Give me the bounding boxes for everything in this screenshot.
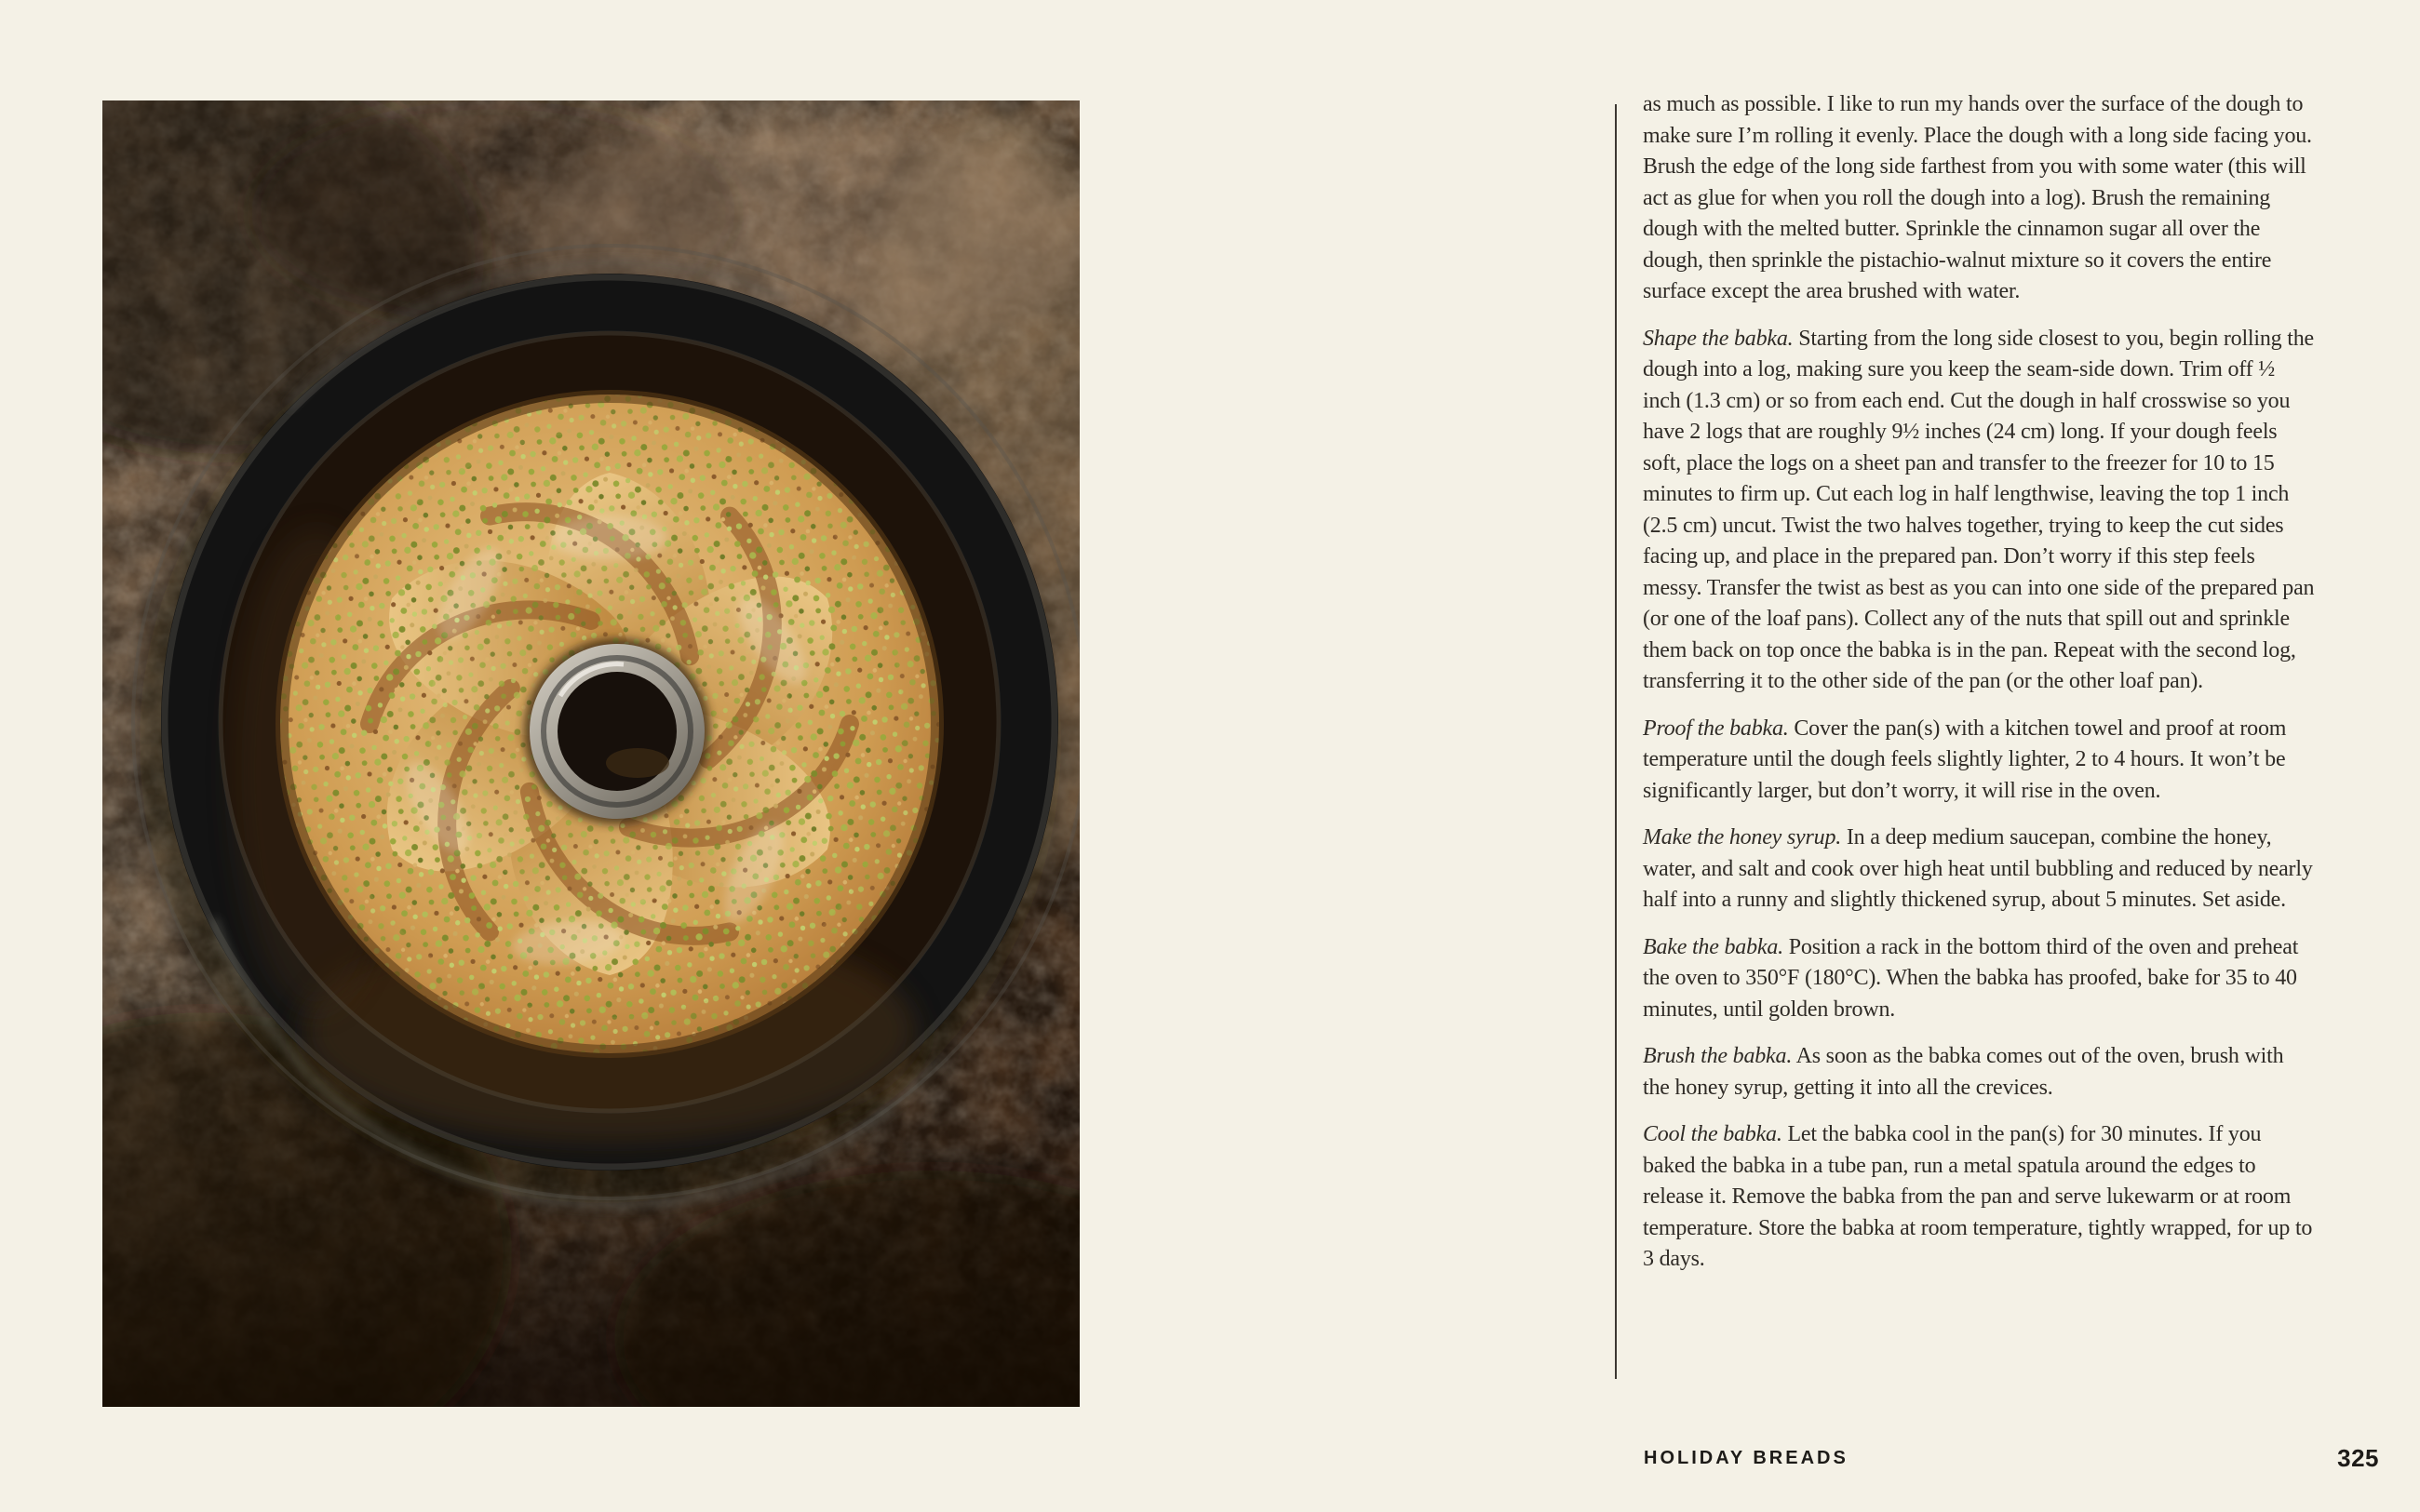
paragraph-lead: Bake the babka. bbox=[1643, 934, 1783, 959]
footer-section-title: HOLIDAY BREADS bbox=[1644, 1448, 1849, 1468]
recipe-paragraph bbox=[1643, 823, 2315, 917]
paragraph-lead: Shape the babka. bbox=[1643, 326, 1794, 351]
paragraph-lead: Proof the babka. bbox=[1643, 716, 1789, 741]
paragraph-lead: Brush the babka. bbox=[1643, 1044, 1793, 1068]
recipe-paragraph bbox=[1643, 89, 2315, 308]
paragraph-text: In a deep medium saucepan, combine the honey, water, and salt and cook over high heat until bubbling and reduced by nearly half into a runny and slightly thickened syrup, about 5 minutes. Set aside. bbox=[1643, 825, 2313, 912]
recipe-paragraph bbox=[1643, 1119, 2315, 1276]
paragraph-text: Cover the pan(s) with a kitchen towel and proof at room temperature until the dough feels slightly lighter, 2 to 4 hours. It won’t be significantly larger, but don’t worry, it will rise in the oven. bbox=[1643, 716, 2287, 803]
babka-photo-art bbox=[102, 100, 1080, 1407]
paragraph-lead: Make the honey syrup. bbox=[1643, 825, 1842, 850]
recipe-paragraph bbox=[1643, 714, 2315, 808]
recipe-instructions bbox=[1643, 89, 2315, 1291]
paragraph-text: Let the babka cool in the pan(s) for 30 minutes. If you baked the babka in a tube pan, run a metal spatula around the edges to release it. Remove the babka from the pan and serve lukewarm or at room temperature. Store the babka at room temperature, tightly wrapped, for up to 3 days. bbox=[1643, 1122, 2313, 1271]
recipe-paragraph bbox=[1643, 932, 2315, 1026]
pan-center-tube bbox=[524, 638, 710, 824]
paragraph-text: Starting from the long side closest to you, begin rolling the dough into a log, making sure you keep the seam-side down. Trim off ½ inch (1.3 cm) or so from each end. Cut the dough in half crosswise so you have 2 logs that are roughly 9½ inches (24 cm) long. If your dough feels soft, place the logs on a sheet pan and transfer to the freezer for 10 to 15 minutes to firm up. Cut each log in half lengthwise, leaving the top 1 inch (2.5 cm) uncut. Twist the two halves together, trying to keep the cut sides facing up, and place in the prepared pan. Don’t worry if this step feels messy. Transfer the twist as best as you can into one side of the prepared pan (or one of the loaf pans). Collect any of the nuts that spill out and sprinkle them back on top once the babka is in the pan. Repeat with the second log, transferring it to the other side of the pan (or the other loaf pan). bbox=[1643, 326, 2315, 693]
column-rule bbox=[1615, 104, 1617, 1379]
paragraph-text: As soon as the babka comes out of the oven, brush with the honey syrup, getting it into all the crevices. bbox=[1643, 1044, 2284, 1100]
babka-photo bbox=[102, 100, 1080, 1407]
recipe-paragraph bbox=[1643, 324, 2315, 698]
paragraph-text: Position a rack in the bottom third of the oven and preheat the oven to 350°F (180°C). When the babka has proofed, bake for 35 to 40 minutes, until golden brown. bbox=[1643, 934, 2299, 1022]
recipe-paragraph bbox=[1643, 1041, 2315, 1104]
footer-page-number: 325 bbox=[2337, 1444, 2379, 1472]
paragraph-text: as much as possible. I like to run my hands over the surface of the dough to make sure I’m rolling it evenly. Place the dough with a long side facing you. Brush the edge of the long side farthest from you with some water (this will act as glue for when you roll the dough into a log). Brush the remaining dough with the melted butter. Sprinkle the cinnamon sugar all over the dough, then sprinkle the pistachio-walnut mixture so it covers the entire surface except the area brushed with water. bbox=[1643, 92, 2312, 303]
paragraph-lead: Cool the babka. bbox=[1643, 1122, 1782, 1146]
